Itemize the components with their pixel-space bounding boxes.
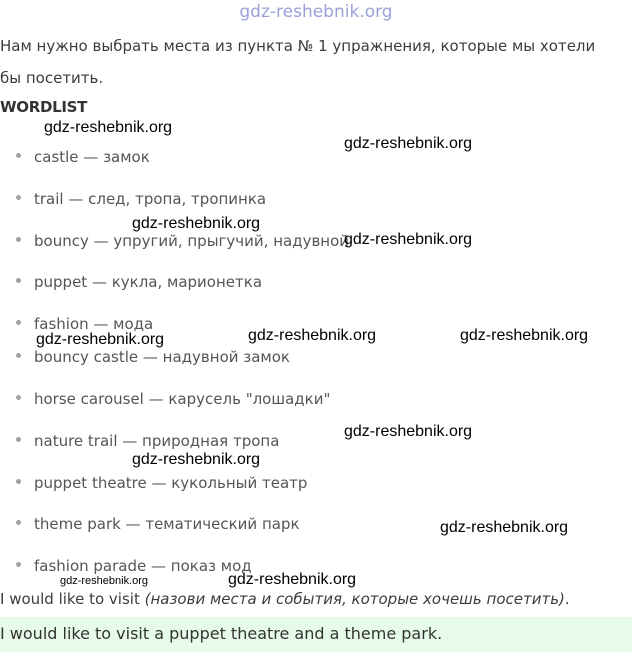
wordlist-item-text: bouncy — упругий, прыгучий, надувной <box>34 232 350 250</box>
watermark: gdz-reshebnik.org <box>132 215 261 232</box>
wordlist-item-text: fashion parade — показ мод <box>34 557 252 575</box>
bullet-icon <box>16 195 21 200</box>
watermark: gdz-reshebnik.org <box>344 231 473 248</box>
wordlist-item <box>16 390 330 408</box>
watermark: gdz-reshebnik.org <box>440 519 569 536</box>
wordlist-item-text: castle — замок <box>34 148 150 166</box>
wordlist-item <box>16 273 262 291</box>
bullet-icon <box>16 278 21 283</box>
wordlist-item-text: puppet — кукла, марионетка <box>34 273 263 291</box>
wordlist-item <box>16 474 307 492</box>
watermark: gdz-reshebnik.org <box>44 119 173 136</box>
task-hint: (назови места и события, которые хочешь посетить) <box>144 590 565 608</box>
wordlist-title: WORDLIST <box>0 98 88 116</box>
watermark: gdz-reshebnik.org <box>36 331 165 348</box>
bullet-icon <box>16 395 21 400</box>
wordlist-item <box>16 515 300 533</box>
wordlist-item <box>16 232 349 250</box>
answer-box: I would like to visit a puppet theatre and a theme park. <box>0 617 632 652</box>
wordlist-item-text: fashion — мода <box>34 315 154 333</box>
bullet-icon <box>16 479 21 484</box>
wordlist-item-text: nature trail — природная тропа <box>34 432 280 450</box>
wordlist-item-text: trail — след, тропа, тропинка <box>34 190 267 208</box>
bullet-icon <box>16 520 21 525</box>
wordlist-item <box>16 557 252 575</box>
intro-text: Нам нужно выбрать места из пункта № 1 упражнения, которые мы хотели бы посетить. <box>0 37 596 87</box>
task-text <box>0 590 570 608</box>
watermark: gdz-reshebnik.org <box>248 327 377 344</box>
task-suffix: . <box>564 590 570 608</box>
watermark: gdz-reshebnik.org <box>228 571 357 588</box>
bullet-icon <box>16 153 21 158</box>
wordlist-item <box>16 148 150 166</box>
wordlist-item-text: theme park — тематический парк <box>34 515 300 533</box>
bullet-icon <box>16 353 21 358</box>
watermark: gdz-reshebnik.org <box>344 423 473 440</box>
wordlist-item-text: puppet theatre — кукольный театр <box>34 474 308 492</box>
wordlist-item-text: bouncy castle — надувной замок <box>34 348 290 366</box>
watermark: gdz-reshebnik.org <box>132 451 261 468</box>
wordlist-item <box>16 190 266 208</box>
bullet-icon <box>16 320 21 325</box>
bullet-icon <box>16 237 21 242</box>
task-prefix: I would like to visit <box>0 590 145 608</box>
bullet-icon <box>16 437 21 442</box>
watermark: gdz-reshebnik.org <box>60 575 149 587</box>
watermark: gdz-reshebnik.org <box>460 327 589 344</box>
bullet-icon <box>16 562 21 567</box>
watermark-top: gdz-reshebnik.org <box>239 2 393 22</box>
wordlist-item <box>16 432 279 450</box>
wordlist-item <box>16 348 290 366</box>
wordlist-item-text: horse carousel — карусель "лошадки" <box>34 390 331 408</box>
watermark: gdz-reshebnik.org <box>344 135 473 152</box>
